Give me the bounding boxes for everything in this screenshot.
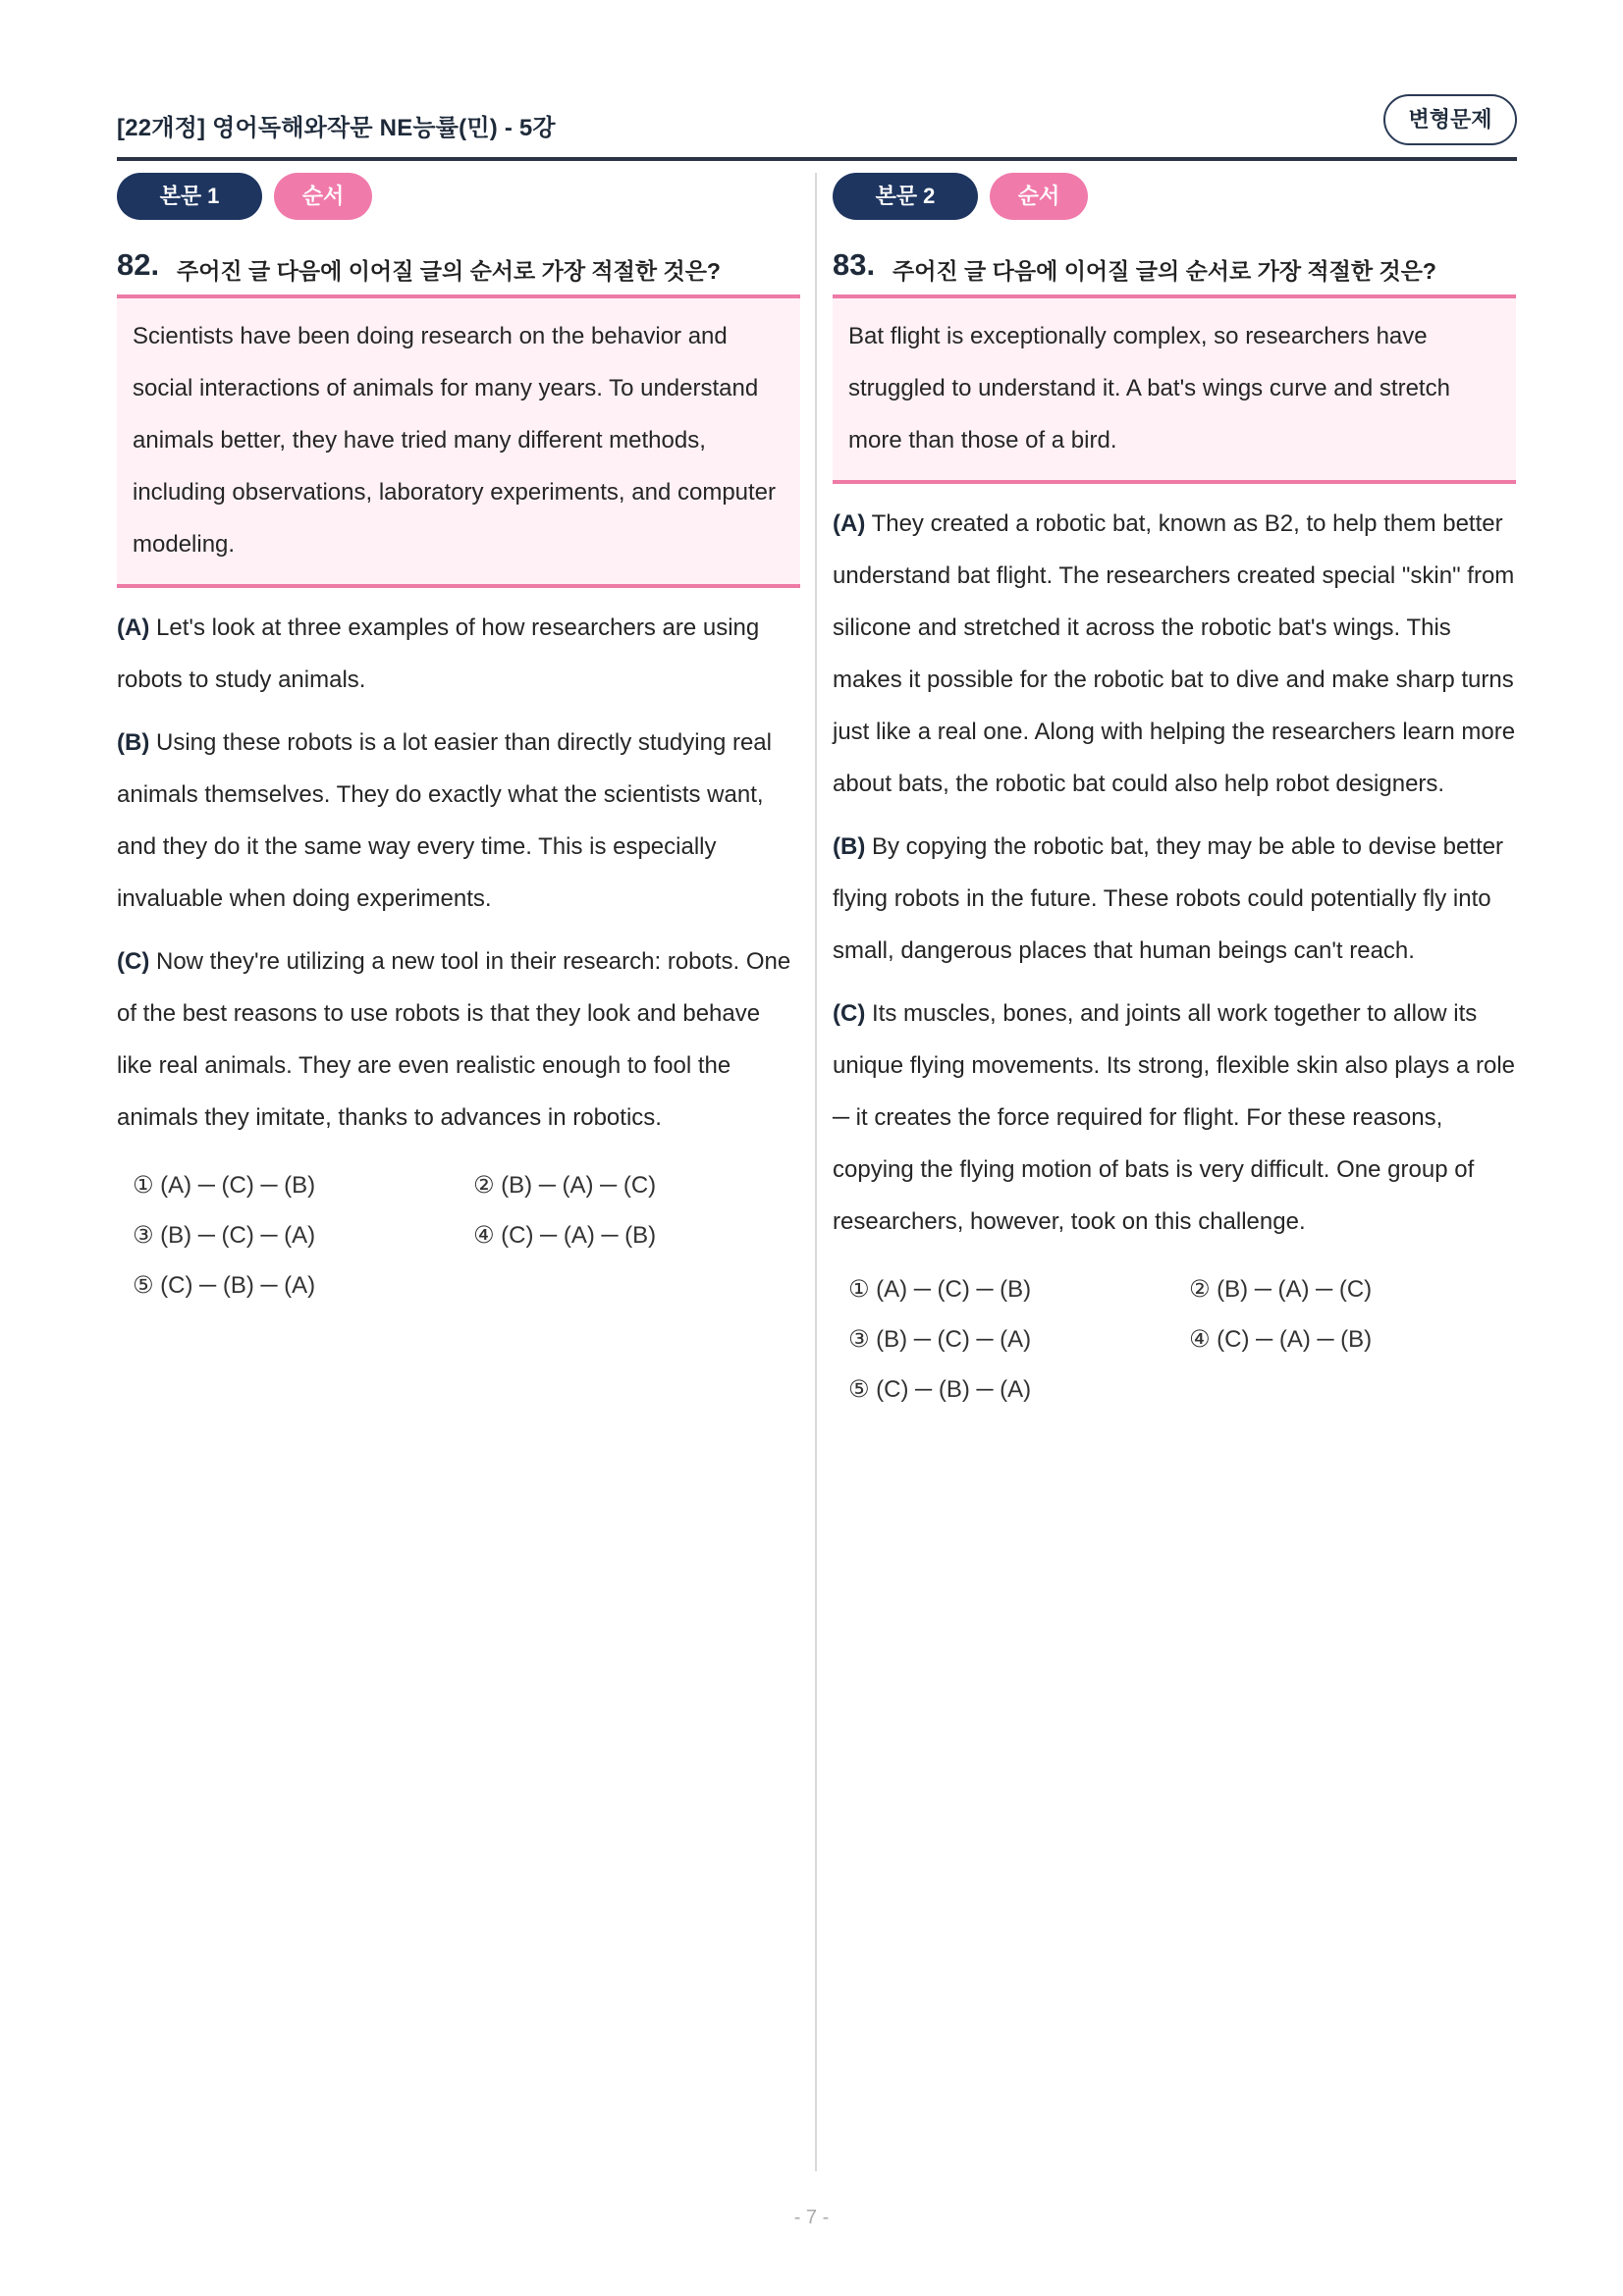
paragraph-a bbox=[117, 602, 800, 706]
choice-row bbox=[848, 1265, 1516, 1315]
paragraph-a bbox=[833, 498, 1516, 810]
question-82 bbox=[117, 173, 800, 1311]
choice-row bbox=[133, 1211, 800, 1261]
paragraph-text: Using these robots is a lot easier than directly studying real animals themselves. They do exactly what the scientists want, and they do it the same way every time. This is especially invaluable when doing experiments. bbox=[117, 729, 772, 912]
paragraph-label: (B) bbox=[833, 833, 866, 860]
header-title: [22개정] 영어독해와작문 NE능률(민) - 5강 bbox=[117, 115, 556, 141]
answer-choices bbox=[117, 1161, 800, 1311]
choice-3[interactable]: ③ (B) ─ (C) ─ (A) bbox=[848, 1326, 1032, 1353]
passage-tag: 본문 2 bbox=[833, 173, 978, 220]
question-tags bbox=[833, 173, 1516, 220]
choice-2[interactable]: ② (B) ─ (A) ─ (C) bbox=[473, 1172, 657, 1199]
question-header bbox=[833, 240, 1516, 298]
question-number: 82. bbox=[117, 247, 160, 282]
paragraph-text: Its muscles, bones, and joints all work together to allow its unique flying movements. Its strong, flexible skin also plays a role ─ it creates the force required for flight. For these reasons, copying the flying motion of bats is very difficult. One group of researchers, however, took on this challenge. bbox=[833, 1000, 1516, 1235]
choice-2[interactable]: ② (B) ─ (A) ─ (C) bbox=[1189, 1276, 1373, 1303]
question-83 bbox=[833, 173, 1516, 1415]
question-header bbox=[117, 240, 800, 298]
paragraph-text: By copying the robotic bat, they may be able to devise better flying robots in the future. These robots could potentially fly into small, dangerous places that human beings can't reach. bbox=[833, 833, 1504, 964]
page-number: - 7 - bbox=[793, 2207, 830, 2228]
paragraph-label: (C) bbox=[833, 1000, 866, 1027]
paragraph-label: (C) bbox=[117, 948, 150, 975]
choice-4[interactable]: ④ (C) ─ (A) ─ (B) bbox=[1189, 1326, 1373, 1353]
choice-5[interactable]: ⑤ (C) ─ (B) ─ (A) bbox=[848, 1376, 1032, 1403]
choice-row bbox=[133, 1261, 800, 1311]
choice-3[interactable]: ③ (B) ─ (C) ─ (A) bbox=[133, 1222, 316, 1249]
paragraph-c bbox=[833, 988, 1516, 1248]
given-passage: Scientists have been doing research on the behavior and social interactions of animals for many years. To understand animals better, they have tried many different methods, including observations, laboratory experiments, and computer modeling. bbox=[117, 298, 800, 588]
question-number: 83. bbox=[833, 247, 876, 282]
question-prompt: 주어진 글 다음에 이어질 글의 순서로 가장 적절한 것은? bbox=[893, 258, 1436, 284]
paragraph-text: Now they're utilizing a new tool in their research: robots. One of the best reasons to use robots is that they look and behave like real animals. They are even realistic enough to fool the animals they imitate, thanks to advances in robotics. bbox=[117, 948, 791, 1131]
page-header bbox=[117, 90, 1517, 161]
passage-tag: 본문 1 bbox=[117, 173, 262, 220]
choice-row bbox=[848, 1365, 1516, 1415]
question-prompt: 주어진 글 다음에 이어질 글의 순서로 가장 적절한 것은? bbox=[177, 258, 721, 284]
paragraph-c bbox=[117, 935, 800, 1144]
paragraph-text: Let's look at three examples of how researchers are using robots to study animals. bbox=[117, 614, 760, 693]
choice-row bbox=[848, 1315, 1516, 1365]
type-tag: 순서 bbox=[990, 173, 1088, 220]
question-tags bbox=[117, 173, 800, 220]
paragraph-b bbox=[117, 717, 800, 925]
paragraph-b bbox=[833, 821, 1516, 977]
choice-1[interactable]: ① (A) ─ (C) ─ (B) bbox=[133, 1172, 316, 1199]
paragraph-label: (B) bbox=[117, 729, 150, 756]
variant-badge: 변형문제 bbox=[1383, 94, 1517, 145]
choice-4[interactable]: ④ (C) ─ (A) ─ (B) bbox=[473, 1222, 657, 1249]
paragraph-label: (A) bbox=[833, 510, 866, 537]
type-tag: 순서 bbox=[274, 173, 372, 220]
choice-1[interactable]: ① (A) ─ (C) ─ (B) bbox=[848, 1276, 1032, 1303]
paragraph-label: (A) bbox=[117, 614, 150, 641]
paragraph-text: They created a robotic bat, known as B2, to help them better understand bat flight. The researchers created special "skin" from silicone and stretched it across the robotic bat's wings. This makes it possible for the robotic bat to dive and make sharp turns just like a real one. Along with helping the researchers learn more about bats, the robotic bat could also help robot designers. bbox=[833, 510, 1516, 797]
choice-5[interactable]: ⑤ (C) ─ (B) ─ (A) bbox=[133, 1272, 316, 1299]
answer-choices bbox=[833, 1265, 1516, 1415]
column-divider bbox=[815, 173, 817, 2171]
given-passage: Bat flight is exceptionally complex, so researchers have struggled to understand it. A bat's wings curve and stretch more than those of a bird. bbox=[833, 298, 1516, 484]
choice-row bbox=[133, 1161, 800, 1211]
